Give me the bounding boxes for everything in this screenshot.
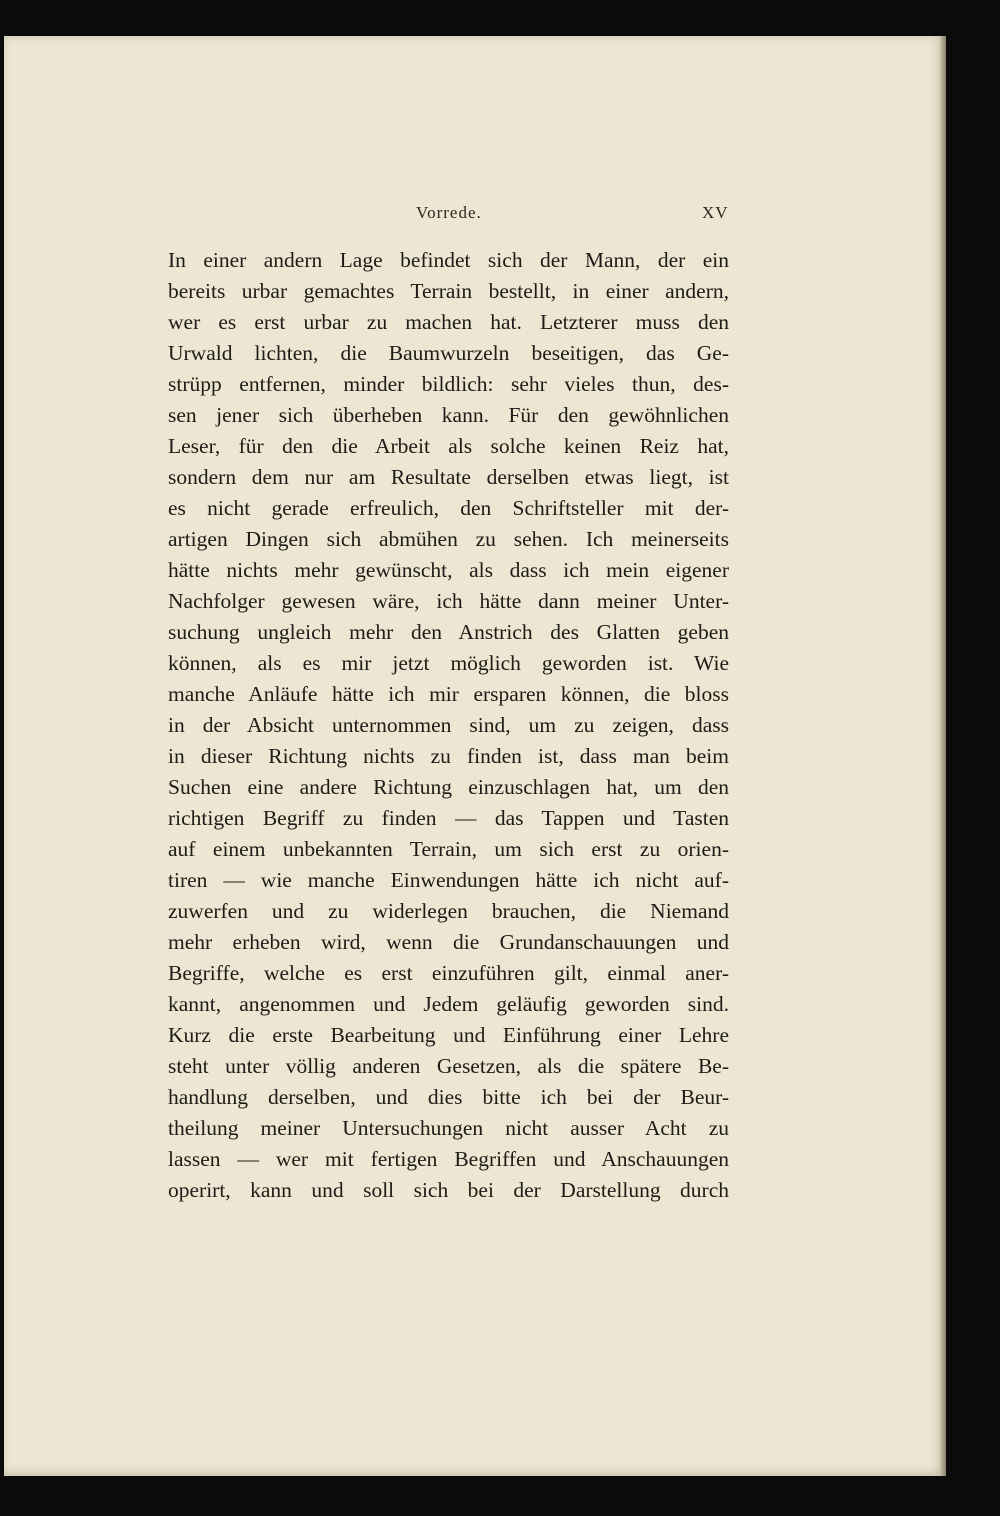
text-line: wer es erst urbar zu machen hat. Letzterer muss den [168, 310, 729, 334]
text-line: können, als es mir jetzt möglich geworden ist. Wie [168, 651, 729, 675]
text-line: manche Anläufe hätte ich mir ersparen können, die bloss [168, 682, 729, 706]
page-number: XV [702, 203, 729, 222]
text-line: Suchen eine andere Richtung einzuschlagen hat, um den [168, 775, 729, 799]
text-line: zuwerfen und zu widerlegen brauchen, die Niemand [168, 899, 729, 923]
text-line: sen jener sich überheben kann. Für den gewöhnlichen [168, 403, 729, 427]
text-line: sondern dem nur am Resultate derselben etwas liegt, ist [168, 465, 729, 489]
text-line: artigen Dingen sich abmühen zu sehen. Ich meinerseits [168, 527, 729, 551]
running-title: Vorrede. [416, 203, 482, 222]
page-edge [940, 36, 946, 1476]
text-line: suchung ungleich mehr den Anstrich des Glatten geben [168, 620, 729, 644]
text-line: Begriffe, welche es erst einzuführen gilt, einmal aner- [168, 961, 729, 985]
text-line: auf einem unbekannten Terrain, um sich erst zu orien- [168, 837, 729, 861]
text-line: lassen — wer mit fertigen Begriffen und Anschauungen [168, 1147, 729, 1171]
text-line: handlung derselben, und dies bitte ich bei der Beur- [168, 1085, 729, 1109]
text-line: bereits urbar gemachtes Terrain bestellt, in einer andern, [168, 279, 729, 303]
text-line: in dieser Richtung nichts zu finden ist, dass man beim [168, 744, 729, 768]
text-line: steht unter völlig anderen Gesetzen, als die spätere Be- [168, 1054, 729, 1078]
text-line: Kurz die erste Bearbeitung und Einführung einer Lehre [168, 1023, 729, 1047]
page-header [0, 0, 1000, 240]
text-line: tiren — wie manche Einwendungen hätte ich nicht auf- [168, 868, 729, 892]
text-line: hätte nichts mehr gewünscht, als dass ich mein eigener [168, 558, 729, 582]
text-line: Urwald lichten, die Baumwurzeln beseitigen, das Ge- [168, 341, 729, 365]
text-line: richtigen Begriff zu finden — das Tappen und Tasten [168, 806, 729, 830]
text-line: in der Absicht unternommen sind, um zu zeigen, dass [168, 713, 729, 737]
text-line: Leser, für den die Arbeit als solche keinen Reiz hat, [168, 434, 729, 458]
text-line: operirt, kann und soll sich bei der Darstellung durch [168, 1178, 729, 1202]
text-line: kannt, angenommen und Jedem geläufig geworden sind. [168, 992, 729, 1016]
text-line: mehr erheben wird, wenn die Grundanschauungen und [168, 930, 729, 954]
text-line: es nicht gerade erfreulich, den Schriftsteller mit der- [168, 496, 729, 520]
text-line: theilung meiner Untersuchungen nicht ausser Acht zu [168, 1116, 729, 1140]
body-text [168, 245, 729, 1206]
text-line: In einer andern Lage befindet sich der Mann, der ein [168, 248, 729, 272]
text-line: Nachfolger gewesen wäre, ich hätte dann meiner Unter- [168, 589, 729, 613]
text-line: strüpp entfernen, minder bildlich: sehr vieles thun, des- [168, 372, 729, 396]
